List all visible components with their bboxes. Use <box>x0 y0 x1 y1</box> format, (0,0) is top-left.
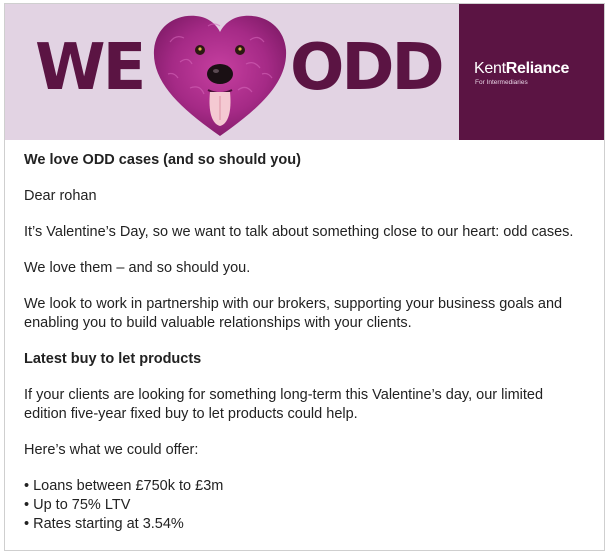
dog-face-heart-icon <box>150 12 290 140</box>
list-item: • Up to 75% LTV <box>24 496 584 515</box>
email-frame <box>4 3 605 551</box>
list-item: • Rates starting at 3.54% <box>24 515 584 534</box>
email-greeting: Dear rohan <box>24 188 97 204</box>
banner-word-odd: ODD <box>290 31 442 105</box>
email-paragraph-2: We love them – and so should you. <box>24 260 251 276</box>
brand-panel <box>459 4 604 140</box>
brand-name-light: Kent <box>474 60 506 77</box>
brand-logo[interactable] <box>474 60 569 78</box>
email-paragraph-1: It’s Valentine’s Day, so we want to talk about something close to our heart: odd cases. <box>24 224 574 240</box>
section-heading: Latest buy to let products <box>24 351 202 367</box>
list-item: • Loans between £750k to £3m <box>24 477 584 496</box>
banner-word-we: WE <box>35 31 144 105</box>
email-paragraph-4: If your clients are looking for something long-term this Valentine’s day, our limited edition five-year fixed buy to let products could help. <box>24 387 544 422</box>
email-banner <box>5 4 604 140</box>
email-body <box>5 151 604 534</box>
offers-list <box>24 477 584 534</box>
email-subject-heading: We love ODD cases (and so should you) <box>24 152 301 168</box>
email-paragraph-5: Here’s what we could offer: <box>24 442 199 458</box>
brand-name-bold: Reliance <box>505 60 570 77</box>
email-paragraph-3: We look to work in partnership with our brokers, supporting your business goals and enabling you to build valuable relationships with your clients. <box>24 296 563 331</box>
brand-tagline: For Intermediaries <box>475 79 528 86</box>
